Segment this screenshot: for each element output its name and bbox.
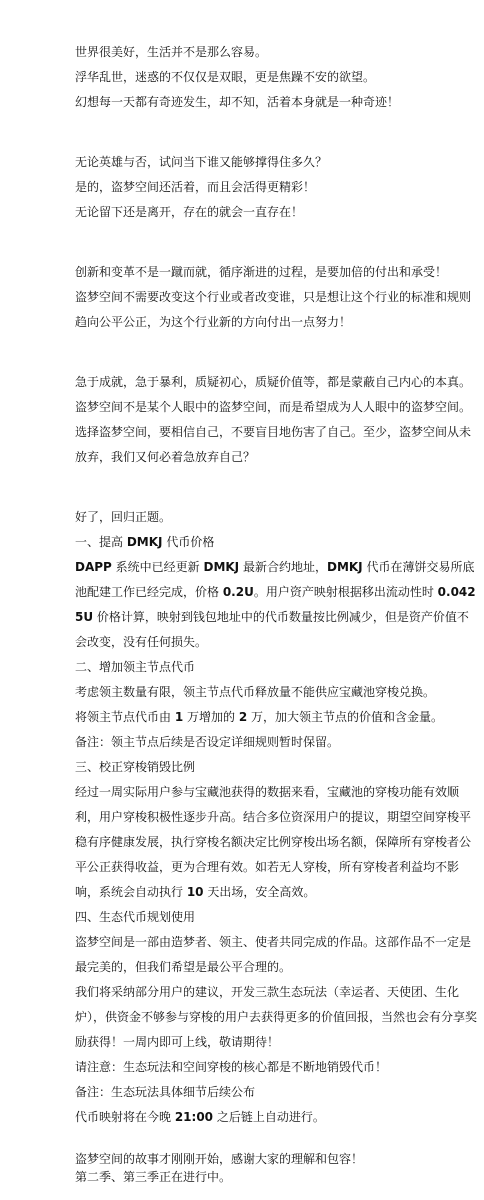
stanza2-line-1: 无论英雄与否，试问当下谁又能够撑得住多久？ bbox=[75, 155, 328, 169]
intro-line-1: 世界很美好，生活并不是那么容易。 bbox=[75, 45, 268, 59]
stanza3-paragraph-2: 盗梦空间不需要改变这个行业或者改变谁，只是想让这个行业的标准和规则趋向公平公正，为这个行业新的方向付出一点努力！ bbox=[75, 290, 472, 329]
stanza3-paragraph-1: 创新和变革不是一蹴而就，循序渐进的过程，是要加倍的付出和承受！ bbox=[75, 265, 448, 279]
ending-line-2: 第二季、第三季正在进行中。 bbox=[75, 1170, 232, 1184]
section-3-body: 经过一周实际用户参与宝藏池获得的数据来看，宝藏池的穿梭功能有效顺利，用户穿梭积极性逐步升高。结合多位资深用户的提议，期望空间穿梭平稳有序健康发展，执行穿梭名额决定比例穿梭出场名额，保障所有穿梭者公平公正获得收益，更为合理有效。如若无人穿梭，所有穿梭者利益均不影响，系统会自动执行 10 天出场，安全高效。 bbox=[75, 785, 472, 899]
section-1-heading: 一、提高 DMKJ 代币价格 bbox=[75, 535, 215, 549]
ending-line-1: 盗梦空间的故事才刚刚开始，感谢大家的理解和包容！ bbox=[75, 1152, 364, 1166]
section-2-heading: 二、增加领主节点代币 bbox=[75, 660, 196, 674]
section-4-heading: 四、生态代币规划使用 bbox=[75, 910, 196, 924]
section-4-paragraph-2: 我们将采纳部分用户的建议，开发三款生态玩法（幸运者、天使团、生化炉），供资金不够参与穿梭的用户去获得更多的价值回报，当然也会有分享奖励获得！一周内即可上线，敬请期待！ bbox=[75, 985, 478, 1049]
section-2-note: 备注：领主节点后续是否设定详细规则暂时保留。 bbox=[75, 735, 340, 749]
section-2-paragraph-1: 考虑领主数量有限，领主节点代币释放量不能供应宝藏池穿梭兑换。 bbox=[75, 685, 436, 699]
stanza4-paragraph: 急于成就，急于暴利，质疑初心，质疑价值等，都是蒙蔽自己内心的本真。盗梦空间不是某个人眼中的盗梦空间，而是希望成为人人眼中的盗梦空间。选择盗梦空间，要相信自己，不要盲目地伤害了自己。至少，盗梦空间从未放弃，我们又何必着急放弃自己？ bbox=[75, 375, 472, 464]
stanza2-line-3: 无论留下还是离开，存在的就会一直存在！ bbox=[75, 205, 304, 219]
stanza2-line-2: 是的，盗梦空间还活着，而且会活得更精彩！ bbox=[75, 180, 316, 194]
back-to-topic: 好了，回归正题。 bbox=[75, 510, 172, 524]
intro-line-2: 浮华乱世，迷惑的不仅仅是双眼，更是焦躁不安的欲望。 bbox=[75, 70, 376, 84]
announcement-document bbox=[75, 40, 479, 1186]
section-4-attention: 请注意：生态玩法和空间穿梭的核心都是不断地销毁代币！ bbox=[75, 1060, 388, 1074]
ending-block bbox=[75, 1150, 479, 1186]
section-4-note: 备注：生态玩法具体细节后续公布 bbox=[75, 1085, 256, 1099]
section-4-paragraph-1: 盗梦空间是一部由造梦者、领主、使者共同完成的作品。这部作品不一定是最完美的，但我们希望是最公平合理的。 bbox=[75, 935, 472, 974]
section-4-mapping-time: 代币映射将在今晚 21:00 之后链上自动进行。 bbox=[75, 1110, 325, 1124]
section-2-paragraph-2: 将领主节点代币由 1 万增加的 2 万，加大领主节点的价值和含金量。 bbox=[75, 710, 444, 724]
section-3-heading: 三、校正穿梭销毁比例 bbox=[75, 760, 196, 774]
intro-line-3: 幻想每一天都有奇迹发生，却不知，活着本身就是一种奇迹！ bbox=[75, 95, 400, 109]
section-1-body: DAPP 系统中已经更新 DMKJ 最新合约地址，DMKJ 代币在薄饼交易所底池配建工作已经完成，价格 0.2U。用户资产映射根据移出流动性时 0.0425U 价格计算，映射到钱包地址中的代币数量按比例减少，但是资产价值不会改变，没有任何损失。 bbox=[75, 560, 476, 649]
